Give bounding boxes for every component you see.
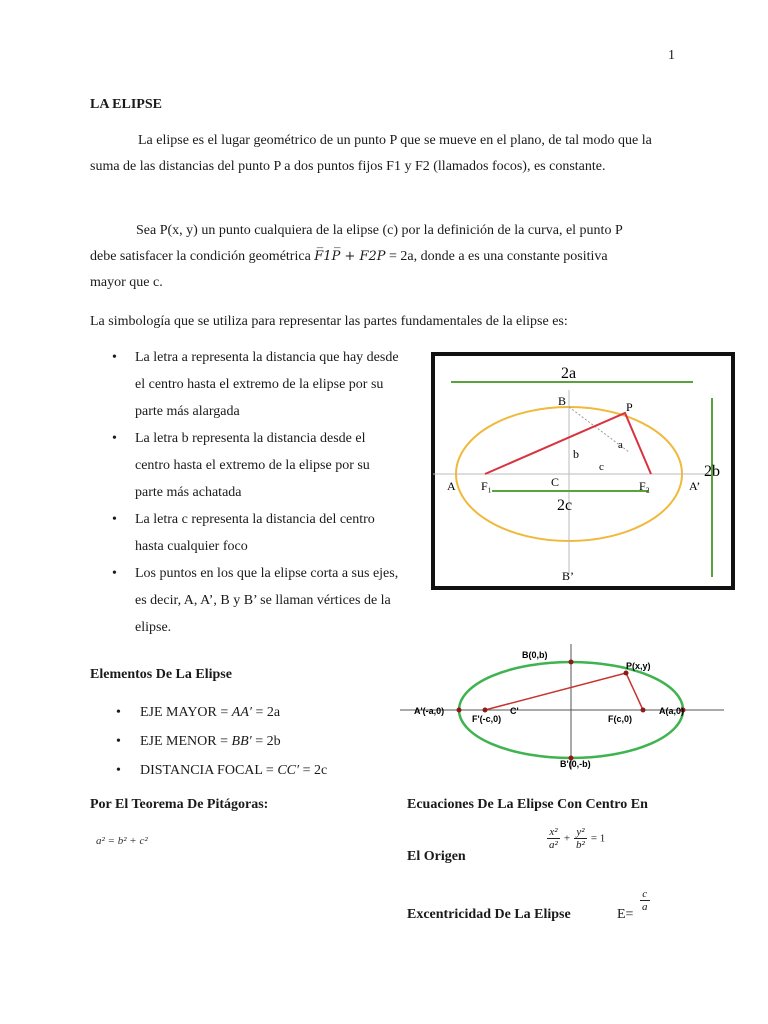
label-2c: 2c xyxy=(557,497,573,514)
eccentricity-heading: Excentricidad De La Elipse xyxy=(407,907,571,922)
list-item: • EJE MENOR = BB′ = 2b xyxy=(90,727,327,756)
label-a: a xyxy=(618,439,623,451)
label-F1: F₁ xyxy=(481,479,492,493)
intro-paragraph: La elipse es el lugar geométrico de un punto P que se mueve en el plano, de tal modo que la suma de las distancias del punto P a dos puntos fijos F1 y F2 (llamados focos), es constante. xyxy=(90,133,652,174)
label-b: b xyxy=(573,447,579,461)
figure-frame xyxy=(433,354,733,588)
symbology-list xyxy=(90,344,400,641)
list-item: • EJE MAYOR = AA′ = 2a xyxy=(90,698,327,727)
equations-heading: Ecuaciones De La Elipse Con Centro En xyxy=(407,797,648,812)
label-c: c xyxy=(599,461,604,473)
y-fraction: $\frac{\text{y²}}{\text{b²}}$ xyxy=(576,826,585,851)
pitagoras-formula: a² = b² + c² xyxy=(96,835,148,847)
label-P: P(x,y) xyxy=(626,661,651,671)
label-C: C xyxy=(551,475,560,489)
label-B: B xyxy=(558,394,567,408)
label-B-prime: B'(0,-b) xyxy=(560,759,591,769)
label-P: P xyxy=(626,400,633,414)
definition-line-1: Sea P(x, y) un punto cualquiera de la elipse (c) por la definición de la curva, el punto P xyxy=(136,223,623,238)
label-A-prime: A’ xyxy=(689,479,701,493)
list-item: • La letra b representa la distancia desde el centro hasta el extremo de la elipse por su parte más achatada xyxy=(90,425,400,506)
pitagoras-heading: Por El Teorema De Pitágoras: xyxy=(90,797,269,812)
label-2a: 2a xyxy=(561,365,577,382)
definition-line-2-end: = 2a, donde a es una constante positiva xyxy=(389,249,608,264)
definition-line-3: mayor que c. xyxy=(90,275,163,290)
elements-heading: Elementos De La Elipse xyxy=(90,667,232,682)
point-F-prime xyxy=(483,708,488,713)
point-A-prime xyxy=(457,708,462,713)
label-C-prime: C' xyxy=(510,706,519,716)
label-A-prime: A'(-a,0) xyxy=(414,706,445,716)
equations-heading-2: El Origen xyxy=(407,849,466,864)
list-item: • La letra c representa la distancia del centro hasta cualquier foco xyxy=(90,506,400,560)
point-P xyxy=(624,671,629,676)
definition-line-2 xyxy=(90,244,670,270)
label-A: A(a,0) xyxy=(659,706,685,716)
ellipse-equation xyxy=(547,826,605,851)
list-item: • Los puntos en los que la elipse corta a sus ejes, es decir, A, A’, B y B’ se llaman vértices de la elipse. xyxy=(90,560,400,641)
label-A: A xyxy=(447,479,456,493)
list-item: • DISTANCIA FOCAL = CC′ = 2c xyxy=(90,756,327,785)
x-fraction: $\frac{\text{x²}}{\text{a²}}$ xyxy=(549,826,558,851)
focal-triangle xyxy=(485,673,643,710)
label-F-prime: F'(-c,0) xyxy=(472,714,502,724)
eccentricity-fraction: $\frac{c}{a}$ xyxy=(642,888,648,913)
label-F2: F₂ xyxy=(639,479,650,493)
point-B xyxy=(569,660,574,665)
symbology-intro: La simbología que se utiliza para representar las partes fundamentales de la elipse es: xyxy=(90,314,568,329)
elements-list xyxy=(90,698,327,785)
label-F: F(c,0) xyxy=(608,714,633,724)
point-F xyxy=(641,708,646,713)
plus-sign: + xyxy=(563,832,571,845)
eccentricity-label: E= xyxy=(617,907,634,922)
page-number: 1 xyxy=(668,48,675,63)
condition-formula: F̅1P̅ + F2P xyxy=(314,249,386,264)
page-title: LA ELIPSE xyxy=(90,97,162,112)
definition-line-2-text: debe satisfacer la condición geométrica xyxy=(90,249,311,264)
label-B-prime: B’ xyxy=(562,569,574,583)
definition-paragraph xyxy=(90,218,670,296)
list-item: • La letra a representa la distancia que hay desde el centro hasta el extremo de la elipse por su parte más alargada xyxy=(90,344,400,425)
ellipse-diagram-figure xyxy=(431,352,735,590)
label-B: B(0,b) xyxy=(522,650,548,660)
equation-rhs: = 1 xyxy=(590,832,606,845)
label-2b: 2b xyxy=(704,463,720,480)
ellipse-coordinates-figure xyxy=(400,644,730,774)
